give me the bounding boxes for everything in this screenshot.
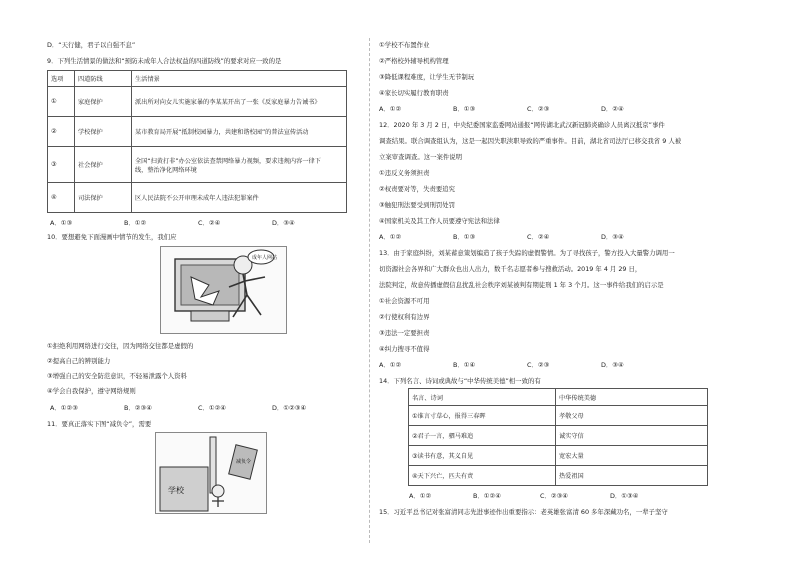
- q12-stem-line3: 立案审查调查。这一案件说明: [379, 153, 463, 161]
- q8-option-d: D．“天行健，君子以自强不息”: [47, 41, 136, 49]
- q11-item-1: ①学校不布置作业: [379, 41, 430, 49]
- q10-option-d: D．①②③④: [272, 404, 307, 412]
- q10-item-3: ③增强自己的安全防范意识，不轻易泄露个人资料: [47, 372, 187, 380]
- q12-item-2: ②权责要对等，失责要追究: [379, 185, 456, 193]
- q9-stem: 9．下列生活情景的做法和“预防未成年人合法权益的四道防线”的要求对应一致的是: [47, 57, 282, 65]
- student-body: [212, 497, 224, 507]
- q11-cartoon-figure: [155, 432, 267, 514]
- q14-stem: 14．下列名言、诗词或典故与“中华传统美德”相一致的有: [379, 377, 541, 385]
- q11-item-3: ③降低课程难度，让学生无节制玩: [379, 73, 475, 81]
- q9-row-line: 家庭保护: [75, 87, 132, 117]
- q13-stem-line1: 13．由于家庭纠纷，刘某蓄意策划编造了孩子失踪的虚假警情。为了寻找孩子，警方投入大量警力调用一: [379, 249, 675, 257]
- q10-item-1: ①拒绝利用网络进行交往，因为网络交往都是虚假的: [47, 342, 194, 350]
- q9-header-option: 选项: [48, 71, 75, 87]
- q9-row-scene: 区人民法院不公开审理未成年人违法犯罪案件: [132, 183, 347, 213]
- q12-stem-line2: 调查结果。联合调查组认为，这是一起因失职渎职导致的严重事件。目前，湖北省司法厅已移交我省 9 人被: [379, 137, 682, 145]
- q10-item-2: ②提高自己的辨别能力: [47, 357, 111, 365]
- q9-row-line: 司法保护: [75, 183, 132, 213]
- q9-option-a: A．①③: [50, 219, 73, 227]
- q9-row-no: ②: [48, 117, 75, 147]
- q10-option-c: C．①②④: [198, 404, 227, 412]
- q14-option-a: A．①②: [409, 492, 432, 500]
- q14-row-quote: ③读书有意，其义自见: [409, 446, 556, 466]
- q11-item-2: ②严格校外辅导机构管理: [379, 57, 449, 65]
- q12-stem-line1: 12．2020 年 3 月 2 日，中央纪委国家监委网站通报“网传湖北武汉新冠肺炎确诊人员离汉抵京”事件: [379, 121, 665, 129]
- q14-row-quote: ②君子一言，驷马难追: [409, 426, 556, 446]
- q9-table: [47, 70, 347, 213]
- q9-row-line: 学校保护: [75, 117, 132, 147]
- q14-row-virtue: 孝敬父母: [556, 406, 708, 426]
- q14-row: [409, 446, 708, 466]
- q13-option-a: A．①②: [379, 361, 402, 369]
- q12-option-c: C．②④: [527, 233, 550, 241]
- q10-option-a: A．①②③: [50, 404, 78, 412]
- q10-item-4: ④学会自我保护，遵守网络规则: [47, 387, 136, 395]
- stamp-handle: [210, 437, 216, 493]
- q9-row: [48, 87, 347, 117]
- q10-cartoon-figure: [160, 246, 287, 334]
- q11-option-d: D．②④: [601, 105, 624, 113]
- q9-row-scene-line1: 全国“扫黄打非”办公室依法查禁网络暴力视频，要求违规内容一律下: [135, 157, 321, 165]
- q13-stem-line2: 切资源社会各界和广大群众也出人出力，数千名志愿者参与搜救活动。2019 年 4 月 29 日，: [379, 265, 642, 273]
- q12-item-3: ③触犯刑法要受到刑罚处罚: [379, 201, 456, 209]
- q9-row: [48, 183, 347, 213]
- q9-row-scene: [132, 147, 347, 183]
- q13-option-b: B．①④: [453, 361, 476, 369]
- q11-stem: 11．要真正落实下图“减负令”，需要: [47, 420, 152, 428]
- q14-row: [409, 426, 708, 446]
- q12-item-4: ④国家机关及其工作人员要遵守宪法和法律: [379, 217, 500, 225]
- q14-header-quote: 名言、诗词: [409, 389, 556, 406]
- q13-item-1: ①社会资源不可用: [379, 297, 430, 305]
- q10-option-b: B．②③④: [124, 404, 152, 412]
- q9-option-b: B．①②: [124, 219, 147, 227]
- q14-row: [409, 406, 708, 426]
- q12-option-b: B．①③: [453, 233, 476, 241]
- q13-option-d: D．③④: [601, 361, 624, 369]
- school-label: 学校: [168, 486, 184, 495]
- q15-stem: 15．习近平总书记对张富清同志先进事迹作出重要指示：老英雄张富清 60 多年深藏功名，一辈子坚守: [379, 508, 668, 516]
- q12-option-a: A．①②: [379, 233, 402, 241]
- q11-option-b: B．①③: [453, 105, 476, 113]
- q9-row-no: ③: [48, 147, 75, 183]
- q9-header-scene: 生活情景: [132, 71, 347, 87]
- q13-option-c: C．②③: [527, 361, 550, 369]
- q14-option-c: C．②③④: [540, 492, 569, 500]
- q13-stem-line3: 法院判定，故意传播虚假信息扰乱社会秩序刘某被判有期徒刑 1 年 3 个月。这一事件给我们的启示是: [379, 281, 664, 289]
- q9-option-c: C．②④: [198, 219, 221, 227]
- q13-item-3: ③违法一定要担责: [379, 329, 430, 337]
- q13-item-4: ④纠力搜寻不值得: [379, 345, 430, 353]
- column-divider: [369, 38, 370, 543]
- q9-row-scene: 派出所对向女儿实施家暴的李某某开出了一张《反家庭暴力告诫书》: [132, 87, 347, 117]
- q9-row: [48, 147, 347, 183]
- q10-stem: 10．要想避免下面漫画中情节的发生，我们应: [47, 233, 177, 241]
- q14-row-virtue: 诚实守信: [556, 426, 708, 446]
- q11-option-c: C．②③: [527, 105, 550, 113]
- q12-option-d: D．③④: [601, 233, 624, 241]
- q9-row-scene-line2: 线，整治净化网络环境: [135, 166, 197, 174]
- monitor-stand: [191, 311, 229, 321]
- q14-header-virtue: 中华传统美德: [556, 389, 708, 406]
- q14-row-quote: ④天下兴亡，匹夫有责: [409, 466, 556, 486]
- q9-option-d: D．③④: [272, 219, 295, 227]
- student-head: [212, 485, 224, 497]
- q14-row-virtue: 宽宏大量: [556, 446, 708, 466]
- q11-item-4: ④家长切实履行教育职责: [379, 89, 449, 97]
- q9-row-no: ④: [48, 183, 75, 213]
- q11-option-a: A．①②: [379, 105, 402, 113]
- q14-option-d: D．①③④: [610, 492, 639, 500]
- q14-row-virtue: 热爱祖国: [556, 466, 708, 486]
- q9-row-no: ①: [48, 87, 75, 117]
- q14-row: [409, 466, 708, 486]
- q13-item-2: ②行使权利有边界: [379, 313, 430, 321]
- monitor-cartoon-illustration: [161, 247, 286, 333]
- q9-row: [48, 117, 347, 147]
- q14-option-b: B．①②④: [473, 492, 501, 500]
- q14-table: [408, 388, 708, 486]
- q9-row-scene: 某市教育局开展“抵制校园暴力，共建和谐校园”的普法宣传活动: [132, 117, 347, 147]
- q14-row-quote: ①谁言寸草心，报得三春晖: [409, 406, 556, 426]
- school-cartoon-illustration: [156, 433, 266, 513]
- q9-header-line: 四道防线: [75, 71, 132, 87]
- q12-item-1: ①违反义务须担责: [379, 169, 430, 177]
- q10-figure-text: 成年人网站: [252, 255, 278, 261]
- q9-row-line: 社会保护: [75, 147, 132, 183]
- burden-label: 减负令: [236, 459, 252, 465]
